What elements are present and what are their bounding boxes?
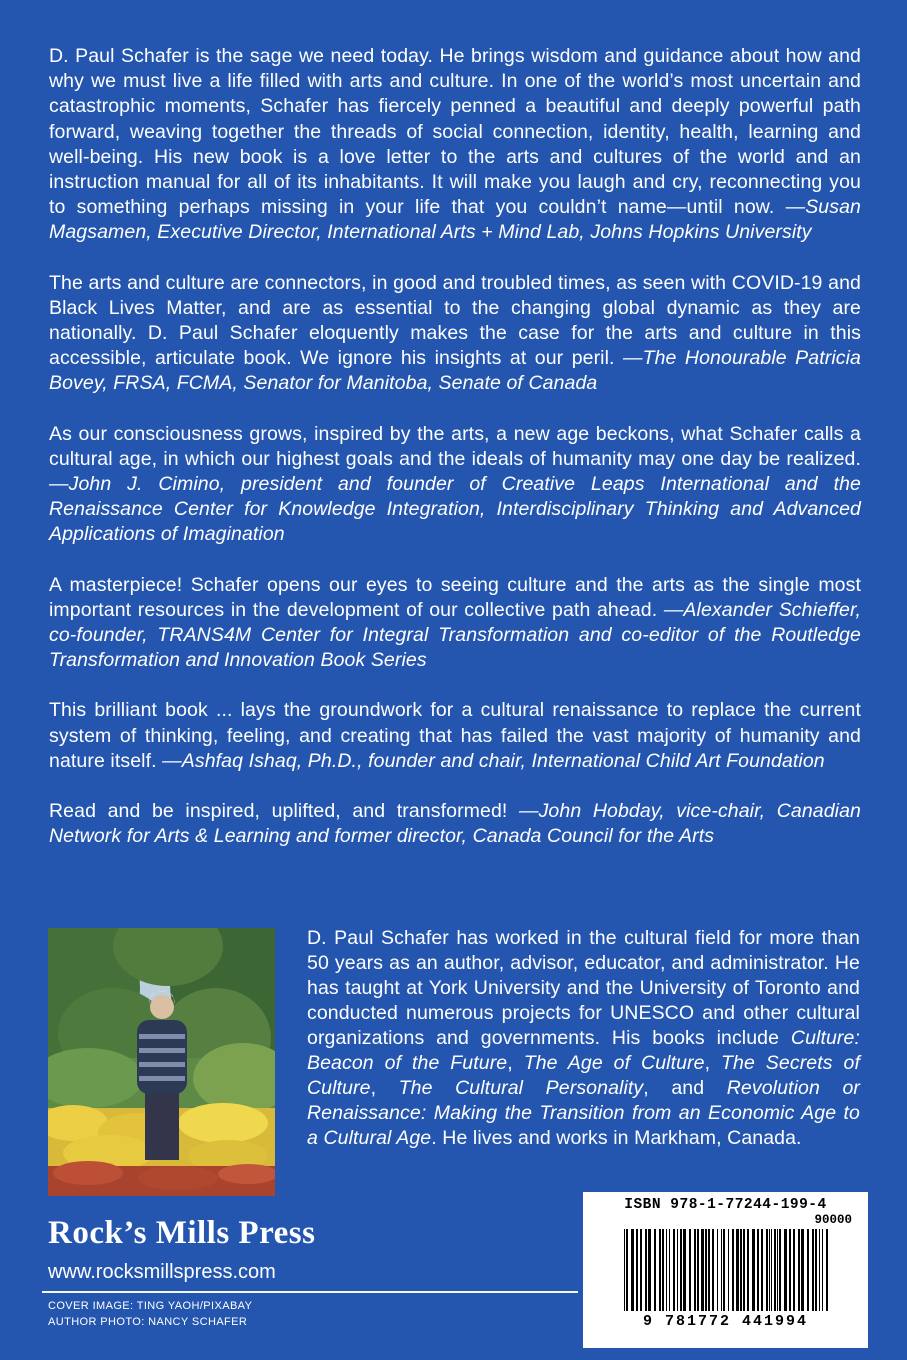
barcode-number: 9 781772 441994 xyxy=(642,1313,809,1330)
author-photo xyxy=(48,928,275,1196)
endorsement-3-text: As our consciousness grows, inspired by the arts, a new age beckons, what Schafer calls a cultural age, in which our highest goals and the ideals of humanity may one day be realized. xyxy=(49,422,861,470)
endorsement-5 xyxy=(49,698,861,774)
isbn-barcode xyxy=(583,1192,868,1348)
endorsement-1-text: D. Paul Schafer is the sage we need today. He brings wisdom and guidance about how and why we must live a life filled with arts and culture. In one of the world’s most uncertain and catastrophic moments, Schafer has fiercely penned a beautiful and deeply powerful path forward, weaving together the threads of social connection, identity, health, learning and well-being. His new book is a love letter to the arts and cultures of the world and an instruction manual for all of its inhabitants. It will make you laugh and cry, reconnecting you to something perhaps missing in your life that you couldn’t name—until now. xyxy=(49,45,861,219)
endorsement-5-text: This brilliant book ... lays the groundwork for a cultural renaissance to replace the current system of thinking, feeling, and creating that has failed the vast majority of humanity and nature itself. xyxy=(49,699,861,772)
barcode-price-code: 90000 xyxy=(814,1213,852,1227)
barcode-bars xyxy=(595,1229,856,1311)
credits-divider xyxy=(42,1291,578,1293)
author-photo-image xyxy=(48,928,275,1196)
endorsement-1-attribution: —Susan Magsamen, Executive Director, International Arts + Mind Lab, Johns Hopkins University xyxy=(49,196,861,244)
isbn-label: ISBN 978-1-77244-199-4 xyxy=(624,1197,827,1213)
author-bio: D. Paul Schafer has worked in the cultural field for more than 50 years as an author, advisor, educator, and administrator. He has taught at York University and the University of Toronto and conducted numerous projects for UNESCO and other cultural organizations and governments. His books include Culture: Beacon of the Future, The Age of Culture, The Secrets of Culture, The Cultural Personality, and Revolution or Renaissance: Making the Transition from an Economic Age to a Cultural Age. He lives and works in Markham, Canada. xyxy=(307,927,860,1149)
publisher-website: www.rocksmillspress.com xyxy=(48,1261,276,1283)
endorsement-4-text: A masterpiece! Schafer opens our eyes to seeing culture and the arts as the single most important resources in the development of our collective path ahead. xyxy=(49,573,861,621)
publisher-logo: Rock’s Mills Press xyxy=(48,1215,316,1251)
author-photo-credit: AUTHOR PHOTO: NANCY SCHAFER xyxy=(48,1316,248,1328)
endorsement-4-attribution: —Alexander Schieffer, co-founder, TRANS4M Center for Integral Transformation and co-editor of the Routledge Transformation and Innovation Book Series xyxy=(49,598,861,672)
endorsement-6 xyxy=(49,799,861,849)
cover-image-credit: COVER IMAGE: TING YAOH/PIXABAY xyxy=(48,1300,253,1312)
endorsement-3 xyxy=(49,422,861,548)
endorsement-2 xyxy=(49,271,861,397)
endorsement-3-attribution: —John J. Cimino, president and founder of Creative Leaps International and the Renaissance Center for Knowledge Integration, Interdisciplinary Thinking and Advanced Applications of Imagination xyxy=(49,473,861,546)
endorsement-1 xyxy=(49,44,861,246)
endorsement-6-attribution: —John Hobday, vice-chair, Canadian Network for Arts & Learning and former director, Canada Council for the Arts xyxy=(49,800,861,848)
endorsement-6-text: Read and be inspired, uplifted, and transformed! xyxy=(49,800,519,823)
endorsement-4 xyxy=(49,573,861,674)
endorsement-2-attribution: —The Honourable Patricia Bovey, FRSA, FCMA, Senator for Manitoba, Senate of Canada xyxy=(49,347,861,395)
endorsements-section xyxy=(49,44,861,874)
endorsement-2-text: The arts and culture are connectors, in good and troubled times, as seen with COVID-19 and Black Lives Matter, and are as essential to the changing global dynamic as they are nationally. D. Paul Schafer eloquently makes the case for the arts and culture in this accessible, articulate book. We ignore his insights at our peril. xyxy=(49,271,861,370)
endorsement-5-attribution: —Ashfaq Ishaq, Ph.D., founder and chair, International Child Art Foundation xyxy=(162,749,825,772)
